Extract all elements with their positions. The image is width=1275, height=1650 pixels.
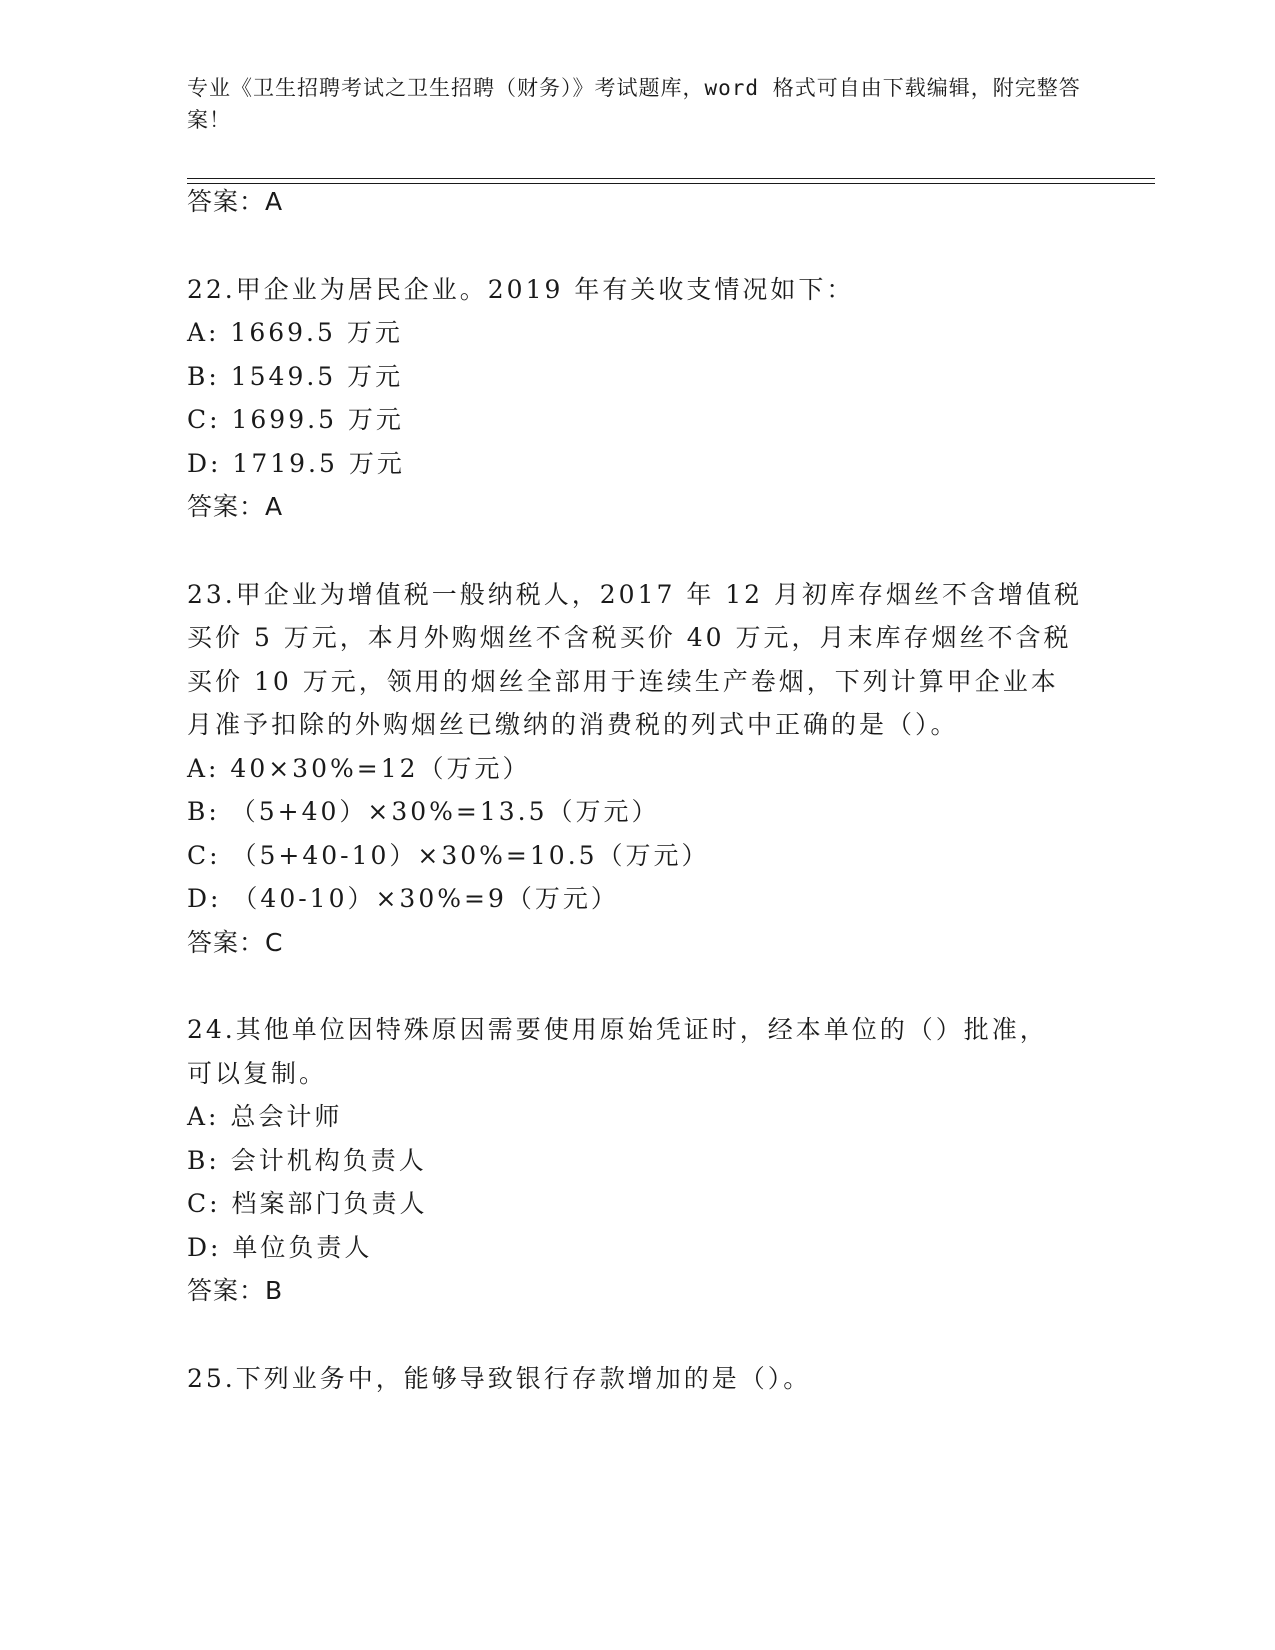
question-23-stem-line-2: 买价 5 万元，本月外购烟丝不含税买价 40 万元，月末库存烟丝不含税 xyxy=(187,623,1072,652)
question-24-stem-line-2: 可以复制。 xyxy=(187,1059,328,1088)
answer-q22: 答案：A xyxy=(187,492,284,521)
question-22-stem: 22.甲企业为居民企业。2019 年有关收支情况如下： xyxy=(187,275,855,304)
question-22-option-a: A: 1669.5 万元 xyxy=(187,318,403,347)
question-23-option-a: A: 40×30%=12（万元） xyxy=(187,754,531,783)
question-22-option-c: C: 1699.5 万元 xyxy=(187,405,404,434)
question-23-option-c: C: （5+40-10）×30%=10.5（万元） xyxy=(187,841,710,870)
question-22-option-b: B: 1549.5 万元 xyxy=(187,362,404,391)
answer-q23: 答案：C xyxy=(187,928,284,957)
question-23-option-d: D: （40-10）×30%=9（万元） xyxy=(187,884,619,913)
question-24-option-a: A: 总会计师 xyxy=(187,1102,343,1131)
question-23-stem-line-3: 买价 10 万元，领用的烟丝全部用于连续生产卷烟，下列计算甲企业本 xyxy=(187,667,1059,696)
question-23-stem-line-1: 23.甲企业为增值税一般纳税人，2017 年 12 月初库存烟丝不含增值税 xyxy=(187,580,1083,609)
question-24-option-b: B: 会计机构负责人 xyxy=(187,1146,427,1175)
question-24-option-c: C: 档案部门负责人 xyxy=(187,1189,428,1218)
question-24-stem-line-1: 24.其他单位因特殊原因需要使用原始凭证时，经本单位的（）批准， xyxy=(187,1015,1048,1044)
header-divider-top xyxy=(187,178,1155,179)
answer-q21: 答案：A xyxy=(187,187,284,216)
question-22-option-d: D: 1719.5 万元 xyxy=(187,449,405,478)
question-25-stem: 25.下列业务中，能够导致银行存款增加的是（）。 xyxy=(187,1364,812,1393)
answer-q24: 答案：B xyxy=(187,1276,284,1305)
question-23-option-b: B: （5+40）×30%=13.5（万元） xyxy=(187,797,660,826)
question-24-option-d: D: 单位负责人 xyxy=(187,1233,373,1262)
header-divider-bottom xyxy=(187,183,1155,184)
question-23-stem-line-4: 月准予扣除的外购烟丝已缴纳的消费税的列式中正确的是（）。 xyxy=(187,710,959,739)
document-header: 专业《卫生招聘考试之卫生招聘（财务）》考试题库，word 格式可自由下载编辑，附完整答案！ xyxy=(187,76,1081,132)
